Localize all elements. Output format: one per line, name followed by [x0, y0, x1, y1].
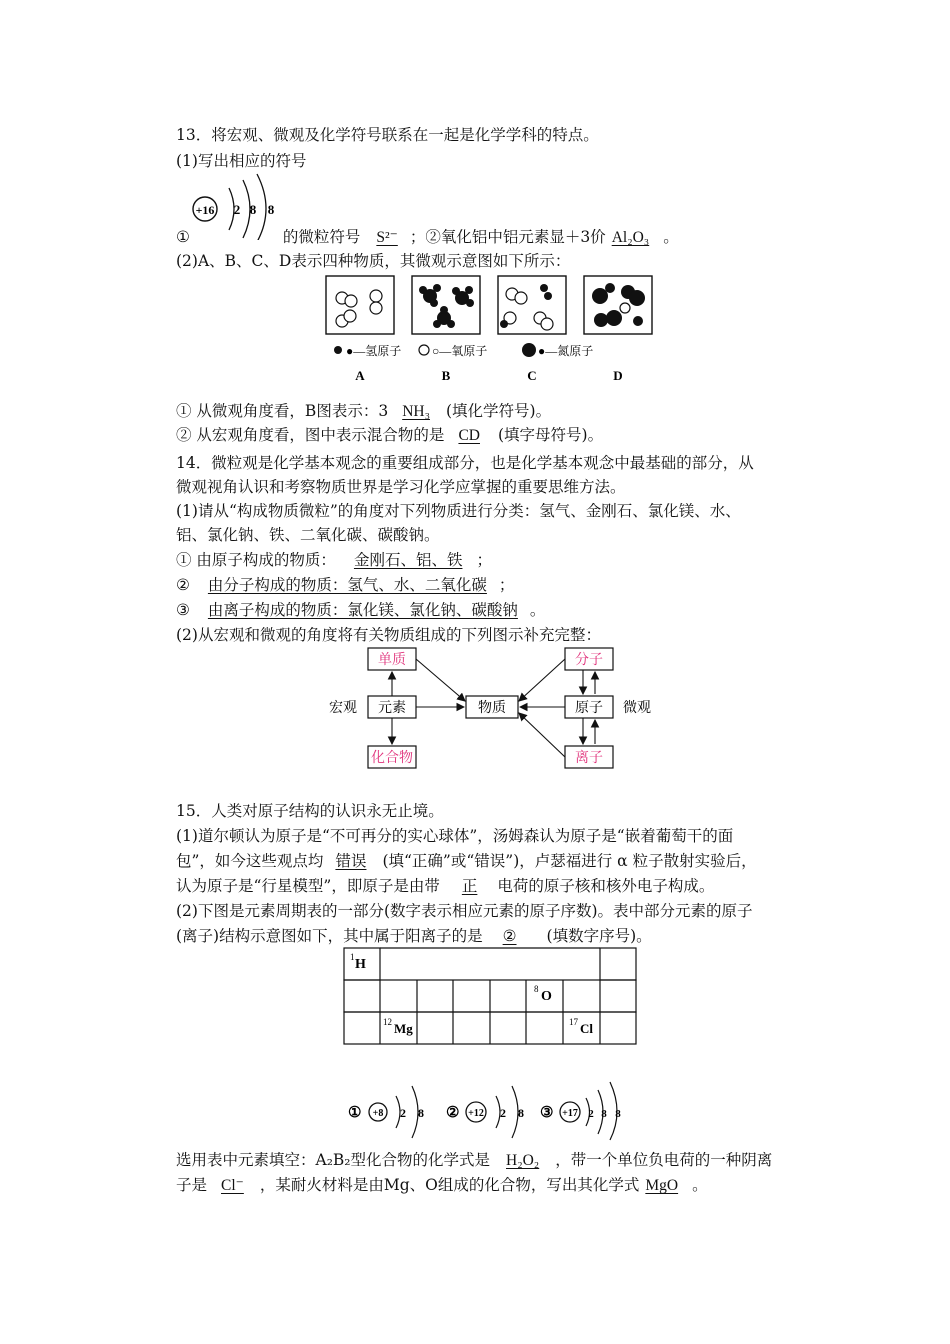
svg-text:原子: 原子 — [575, 701, 603, 716]
answer-s2: S²⁻ — [376, 229, 398, 246]
svg-text:物质: 物质 — [478, 701, 506, 716]
label-b: B — [441, 368, 451, 383]
svg-text:③: ③ — [540, 1105, 554, 1121]
svg-text:分子: 分子 — [575, 653, 603, 668]
svg-text:17: 17 — [569, 1017, 578, 1027]
svg-text:2: 2 — [588, 1108, 594, 1120]
answer-cl-ion: Cl⁻ — [221, 1177, 244, 1194]
element-h: H — [355, 957, 366, 972]
svg-text:离子: 离子 — [575, 751, 603, 766]
q15-part1-b: 包”，如今这些观点均 错误 (填“正确”或“错误”)，卢瑟福进行 α 粒子散射实验后， — [176, 852, 757, 870]
answer-cation: ② — [502, 927, 517, 945]
q14-part1-b: 铝、氯化钠、铁、二氧化碳、碳酸钠。 — [176, 526, 440, 544]
answer-wrong: 错误 — [335, 852, 367, 870]
q13-sub2: ② 从宏观角度看，图中表示混合物的是 CD (填字母符号)。 — [176, 426, 604, 444]
q14-stem-1: 14．微粒观是化学基本观念的重要组成部分，也是化学基本观念中最基础的部分，从 — [176, 454, 754, 472]
q13-part2: (2)A、B、C、D表示四种物质，其微观示意图如下所示： — [176, 252, 571, 270]
label-c: C — [527, 368, 537, 383]
svg-text:+8: +8 — [372, 1108, 384, 1119]
label-d: D — [613, 368, 623, 383]
box-c — [498, 276, 566, 334]
box-a — [326, 276, 394, 334]
q15-part1-a: (1)道尔顿认为原子是“不可再分的实心球体”，汤姆森认为原子是“嵌着葡萄干的面 — [176, 827, 734, 845]
svg-text:2: 2 — [233, 202, 241, 217]
answer-mgo: MgO — [645, 1177, 679, 1194]
svg-text:元素: 元素 — [378, 701, 406, 716]
svg-text:1: 1 — [350, 952, 355, 962]
q15-part2-b: (离子)结构示意图如下，其中属于阳离子的是 ② (填数字序号)。 — [176, 927, 652, 945]
svg-text:8: 8 — [267, 202, 275, 217]
svg-text:8: 8 — [418, 1106, 424, 1120]
q13-stem: 13．将宏观、微观及化学符号联系在一起是化学学科的特点。 — [176, 126, 599, 144]
svg-text:化合物: 化合物 — [371, 751, 413, 766]
q14-part2: (2)从宏观和微观的角度将有关物质组成的下列图示补充完整： — [176, 626, 601, 644]
svg-text:2: 2 — [500, 1106, 506, 1120]
svg-text:①: ① — [348, 1105, 362, 1121]
svg-text:单质: 单质 — [378, 653, 406, 668]
legend-hydrogen: ●—氢原子 — [346, 344, 402, 358]
svg-text:8: 8 — [534, 984, 539, 994]
box-d — [584, 276, 652, 334]
q14-answer-2: ② 由分子构成的物质：氢气、水、二氧化碳 ； — [176, 576, 515, 594]
nucleus-charge: +16 — [195, 203, 215, 217]
legend-nitrogen: ●—氮原子 — [538, 344, 594, 358]
label-a: A — [355, 368, 365, 383]
q13-part1: (1)写出相应的符号 — [176, 152, 307, 170]
q14-answer-3: ③ 由离子构成的物质：氯化镁、氯化钠、碳酸钠 。 — [176, 601, 546, 619]
legend-oxygen: ○—氧原子 — [432, 344, 488, 358]
element-cl: Cl — [580, 1021, 593, 1036]
q15-stem: 15．人类对原子结构的认识永无止境。 — [176, 802, 444, 820]
svg-text:2: 2 — [400, 1106, 406, 1120]
svg-text:②: ② — [446, 1105, 460, 1121]
answer-positive: 正 — [461, 877, 478, 895]
q14-stem-2: 微观视角认识和考察物质世界是学习化学应掌握的重要思维方法。 — [176, 478, 626, 496]
svg-text:8: 8 — [249, 202, 257, 217]
svg-text:12: 12 — [383, 1017, 392, 1027]
svg-text:8: 8 — [518, 1106, 524, 1120]
svg-text:8: 8 — [601, 1108, 607, 1120]
q15-part2-a: (2)下图是元素周期表的一部分(数字表示相应元素的原子序数)。表中部分元素的原子 — [176, 902, 753, 920]
q13-sub1: ① 从微观角度看，B图表示：3 NH₃ (填化学符号)。 — [176, 402, 552, 420]
ion-structure-diagrams — [348, 1078, 638, 1142]
answer-nh3: NH₃ — [402, 403, 430, 420]
q15-part3-a: 选用表中元素填空：A₂B₂型化合物的化学式是 H₂O₂ ，带一个单位负电荷的一种阴离 — [176, 1151, 773, 1169]
svg-text:8: 8 — [615, 1108, 621, 1120]
answer-h2o2: H₂O₂ — [506, 1152, 540, 1169]
answer-cd: CD — [458, 427, 480, 444]
label-macro: 宏观 — [329, 701, 357, 716]
answer-al2o3: Al₂O₃ — [611, 229, 650, 246]
particle-diagram — [322, 274, 662, 386]
matter-composition-diagram — [325, 646, 665, 772]
q14-answer-1: ① 由原子构成的物质： 金刚石、铝、铁 ； — [176, 551, 492, 569]
svg-text:+12: +12 — [468, 1108, 484, 1119]
label-micro: 微观 — [623, 701, 651, 716]
q13-line1: ① 的微粒符号 S²⁻ ；②氧化铝中铝元素显＋3价 Al₂O₃ 。 — [176, 228, 679, 246]
q14-part1-a: (1)请从“构成物质微粒”的角度对下列物质进行分类：氢气、金刚石、氯化镁、水、 — [176, 502, 741, 520]
element-o: O — [541, 989, 552, 1004]
svg-text:+17: +17 — [562, 1108, 578, 1119]
element-mg: Mg — [394, 1021, 413, 1036]
q15-part1-c: 认为原子是“行星模型”，即原子是由带 正 电荷的原子核和核外电子构成。 — [176, 877, 715, 895]
q15-part3-b: 子是 Cl⁻ ，某耐火材料是由Mg、O组成的化合物，写出其化学式 MgO 。 — [176, 1176, 708, 1194]
periodic-table-fragment — [342, 946, 642, 1048]
